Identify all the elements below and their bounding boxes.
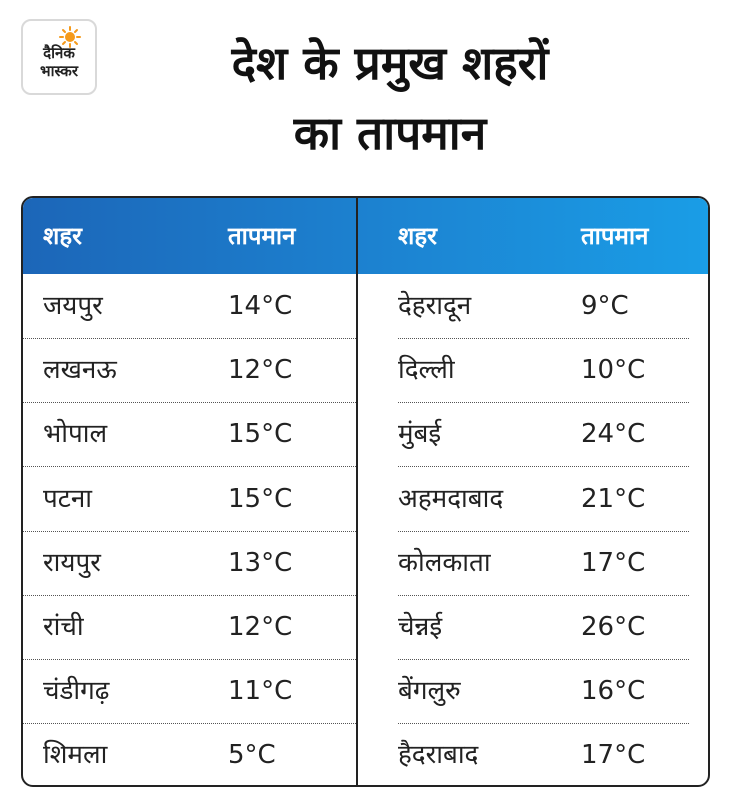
city-name: भोपाल bbox=[43, 419, 108, 450]
table-row bbox=[23, 659, 356, 724]
header-city-right: शहर bbox=[398, 222, 437, 250]
table-row bbox=[398, 338, 689, 403]
city-temperature: 15°C bbox=[228, 419, 293, 450]
table-row bbox=[23, 274, 356, 339]
city-temperature: 21°C bbox=[581, 483, 646, 514]
city-name: मुंबई bbox=[398, 419, 442, 450]
city-name: जयपुर bbox=[43, 291, 103, 321]
city-temperature: 26°C bbox=[581, 612, 646, 642]
city-temperature: 5°C bbox=[228, 740, 276, 771]
city-temperature: 10°C bbox=[581, 355, 646, 386]
city-name: चंडीगढ़ bbox=[43, 676, 110, 707]
table-header bbox=[23, 198, 708, 274]
city-name: बेंगलुरु bbox=[398, 676, 461, 707]
city-temperature: 12°C bbox=[228, 355, 293, 386]
table-row bbox=[398, 531, 689, 596]
header-temp-left: तापमान bbox=[228, 222, 296, 250]
city-temperature: 17°C bbox=[581, 740, 646, 771]
temperature-table bbox=[21, 196, 710, 787]
table-row bbox=[23, 531, 356, 596]
city-name: दिल्ली bbox=[398, 355, 455, 386]
table-row bbox=[398, 595, 689, 660]
city-name: रायपुर bbox=[43, 547, 101, 578]
table-row bbox=[398, 659, 689, 724]
city-name: शिमला bbox=[43, 740, 108, 771]
city-temperature: 11°C bbox=[228, 676, 293, 707]
city-name: हैदराबाद bbox=[398, 740, 479, 771]
city-temperature: 16°C bbox=[581, 676, 646, 707]
table-row bbox=[398, 723, 689, 787]
city-name: कोलकाता bbox=[398, 547, 491, 578]
city-name: देहरादून bbox=[398, 291, 472, 321]
table-row bbox=[23, 723, 356, 787]
table-row bbox=[23, 595, 356, 660]
city-temperature: 13°C bbox=[228, 547, 293, 578]
city-temperature: 17°C bbox=[581, 547, 646, 578]
page-title bbox=[110, 28, 670, 168]
column-divider bbox=[356, 198, 358, 785]
logo-line-1: दैनिक bbox=[43, 44, 75, 62]
table-row bbox=[23, 338, 356, 403]
city-name: अहमदाबाद bbox=[398, 483, 504, 514]
city-name: पटना bbox=[43, 483, 93, 514]
table-row bbox=[398, 402, 689, 467]
title-line-1: देश के प्रमुख शहरों bbox=[231, 36, 549, 90]
city-temperature: 14°C bbox=[228, 291, 293, 321]
table-row bbox=[23, 402, 356, 467]
dainik-bhaskar-logo bbox=[21, 19, 97, 95]
table-row bbox=[398, 467, 689, 532]
table-row bbox=[398, 274, 689, 339]
city-temperature: 9°C bbox=[581, 291, 629, 321]
city-temperature: 12°C bbox=[228, 612, 293, 642]
city-name: चेन्नई bbox=[398, 612, 443, 642]
header-temp-right: तापमान bbox=[581, 222, 649, 250]
header-city-left: शहर bbox=[43, 222, 82, 250]
city-temperature: 24°C bbox=[581, 419, 646, 450]
city-temperature: 15°C bbox=[228, 483, 293, 514]
title-line-2: का तापमान bbox=[293, 106, 487, 160]
city-name: लखनऊ bbox=[43, 355, 117, 386]
logo-line-2: भास्कर bbox=[40, 62, 78, 80]
table-row bbox=[23, 467, 356, 532]
city-name: रांची bbox=[43, 612, 84, 642]
